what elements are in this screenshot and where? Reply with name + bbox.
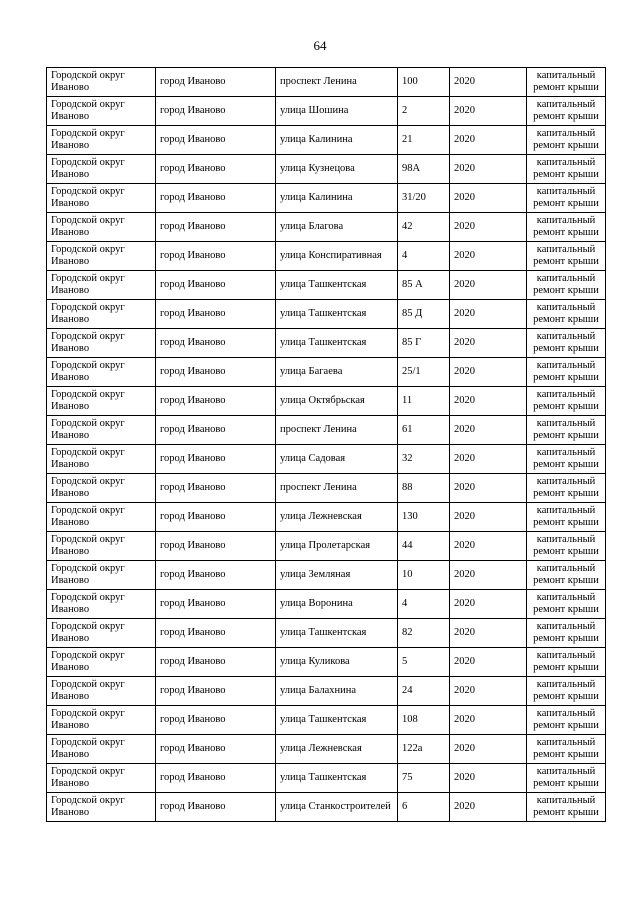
street-cell: улица Балахнина [276,677,398,706]
municipality-cell: Городской округ Иваново [47,213,156,242]
city-cell: город Иваново [156,619,276,648]
table-row [47,184,606,213]
table-row [47,213,606,242]
city-cell: город Иваново [156,242,276,271]
city-cell: город Иваново [156,184,276,213]
work-type-cell: капитальный ремонт крыши [527,242,606,271]
municipality-cell: Городской округ Иваново [47,97,156,126]
house-number-cell: 4 [398,590,450,619]
work-type-cell: капитальный ремонт крыши [527,735,606,764]
roof-repair-table [46,67,606,822]
table-row [47,242,606,271]
street-cell: улица Куликова [276,648,398,677]
municipality-cell: Городской округ Иваново [47,184,156,213]
year-cell: 2020 [450,735,527,764]
city-cell: город Иваново [156,445,276,474]
city-cell: город Иваново [156,126,276,155]
table-row [47,503,606,532]
house-number-cell: 44 [398,532,450,561]
work-type-cell: капитальный ремонт крыши [527,300,606,329]
street-cell: улица Октябрьская [276,387,398,416]
municipality-cell: Городской округ Иваново [47,561,156,590]
city-cell: город Иваново [156,300,276,329]
house-number-cell: 130 [398,503,450,532]
table-row [47,97,606,126]
table-row [47,126,606,155]
street-cell: улица Лежневская [276,503,398,532]
city-cell: город Иваново [156,793,276,822]
municipality-cell: Городской округ Иваново [47,242,156,271]
municipality-cell: Городской округ Иваново [47,474,156,503]
city-cell: город Иваново [156,155,276,184]
house-number-cell: 2 [398,97,450,126]
city-cell: город Иваново [156,271,276,300]
year-cell: 2020 [450,561,527,590]
street-cell: улица Ташкентская [276,300,398,329]
city-cell: город Иваново [156,329,276,358]
work-type-cell: капитальный ремонт крыши [527,329,606,358]
street-cell: улица Ташкентская [276,271,398,300]
table-row [47,677,606,706]
city-cell: город Иваново [156,735,276,764]
table-row [47,561,606,590]
street-cell: проспект Ленина [276,68,398,97]
house-number-cell: 61 [398,416,450,445]
house-number-cell: 21 [398,126,450,155]
year-cell: 2020 [450,793,527,822]
street-cell: улица Благова [276,213,398,242]
work-type-cell: капитальный ремонт крыши [527,590,606,619]
table-row [47,532,606,561]
work-type-cell: капитальный ремонт крыши [527,387,606,416]
street-cell: улица Калинина [276,126,398,155]
work-type-cell: капитальный ремонт крыши [527,416,606,445]
page-number: 64 [313,38,327,53]
street-cell: улица Шошина [276,97,398,126]
street-cell: улица Ташкентская [276,764,398,793]
house-number-cell: 100 [398,68,450,97]
house-number-cell: 10 [398,561,450,590]
year-cell: 2020 [450,532,527,561]
city-cell: город Иваново [156,97,276,126]
municipality-cell: Городской округ Иваново [47,416,156,445]
year-cell: 2020 [450,213,527,242]
table-row [47,445,606,474]
street-cell: улица Конспиративная [276,242,398,271]
year-cell: 2020 [450,677,527,706]
table-body [47,68,606,822]
table-row [47,619,606,648]
year-cell: 2020 [450,590,527,619]
street-cell: проспект Ленина [276,474,398,503]
table-row [47,271,606,300]
municipality-cell: Городской округ Иваново [47,387,156,416]
work-type-cell: капитальный ремонт крыши [527,648,606,677]
street-cell: улица Лежневская [276,735,398,764]
municipality-cell: Городской округ Иваново [47,155,156,184]
work-type-cell: капитальный ремонт крыши [527,764,606,793]
work-type-cell: капитальный ремонт крыши [527,677,606,706]
year-cell: 2020 [450,300,527,329]
table-row [47,68,606,97]
year-cell: 2020 [450,184,527,213]
municipality-cell: Городской округ Иваново [47,735,156,764]
municipality-cell: Городской округ Иваново [47,445,156,474]
work-type-cell: капитальный ремонт крыши [527,184,606,213]
year-cell: 2020 [450,503,527,532]
street-cell: улица Воронина [276,590,398,619]
municipality-cell: Городской округ Иваново [47,793,156,822]
street-cell: улица Ташкентская [276,619,398,648]
street-cell: улица Земляная [276,561,398,590]
year-cell: 2020 [450,97,527,126]
municipality-cell: Городской округ Иваново [47,300,156,329]
table-row [47,793,606,822]
work-type-cell: капитальный ремонт крыши [527,532,606,561]
municipality-cell: Городской округ Иваново [47,358,156,387]
house-number-cell: 42 [398,213,450,242]
street-cell: проспект Ленина [276,416,398,445]
year-cell: 2020 [450,648,527,677]
work-type-cell: капитальный ремонт крыши [527,126,606,155]
street-cell: улица Ташкентская [276,706,398,735]
municipality-cell: Городской округ Иваново [47,677,156,706]
city-cell: город Иваново [156,213,276,242]
street-cell: улица Багаева [276,358,398,387]
house-number-cell: 4 [398,242,450,271]
year-cell: 2020 [450,68,527,97]
table-row [47,329,606,358]
work-type-cell: капитальный ремонт крыши [527,706,606,735]
municipality-cell: Городской округ Иваново [47,764,156,793]
city-cell: город Иваново [156,590,276,619]
work-type-cell: капитальный ремонт крыши [527,155,606,184]
house-number-cell: 85 Д [398,300,450,329]
house-number-cell: 5 [398,648,450,677]
work-type-cell: капитальный ремонт крыши [527,474,606,503]
municipality-cell: Городской округ Иваново [47,329,156,358]
year-cell: 2020 [450,416,527,445]
municipality-cell: Городской округ Иваново [47,126,156,155]
city-cell: город Иваново [156,764,276,793]
house-number-cell: 32 [398,445,450,474]
table-row [47,358,606,387]
city-cell: город Иваново [156,68,276,97]
table-row [47,474,606,503]
street-cell: улица Садовая [276,445,398,474]
house-number-cell: 85 Г [398,329,450,358]
work-type-cell: капитальный ремонт крыши [527,213,606,242]
year-cell: 2020 [450,764,527,793]
year-cell: 2020 [450,445,527,474]
table-row [47,155,606,184]
year-cell: 2020 [450,329,527,358]
street-cell: улица Кузнецова [276,155,398,184]
work-type-cell: капитальный ремонт крыши [527,271,606,300]
house-number-cell: 122а [398,735,450,764]
house-number-cell: 75 [398,764,450,793]
house-number-cell: 108 [398,706,450,735]
municipality-cell: Городской округ Иваново [47,619,156,648]
house-number-cell: 31/20 [398,184,450,213]
house-number-cell: 98А [398,155,450,184]
table-row [47,706,606,735]
city-cell: город Иваново [156,358,276,387]
house-number-cell: 11 [398,387,450,416]
year-cell: 2020 [450,126,527,155]
work-type-cell: капитальный ремонт крыши [527,358,606,387]
street-cell: улица Калинина [276,184,398,213]
table-row [47,416,606,445]
house-number-cell: 24 [398,677,450,706]
year-cell: 2020 [450,271,527,300]
municipality-cell: Городской округ Иваново [47,532,156,561]
city-cell: город Иваново [156,561,276,590]
work-type-cell: капитальный ремонт крыши [527,97,606,126]
city-cell: город Иваново [156,677,276,706]
year-cell: 2020 [450,706,527,735]
table-row [47,764,606,793]
city-cell: город Иваново [156,503,276,532]
year-cell: 2020 [450,155,527,184]
work-type-cell: капитальный ремонт крыши [527,793,606,822]
house-number-cell: 25/1 [398,358,450,387]
municipality-cell: Городской округ Иваново [47,271,156,300]
table-row [47,590,606,619]
work-type-cell: капитальный ремонт крыши [527,68,606,97]
municipality-cell: Городской округ Иваново [47,648,156,677]
year-cell: 2020 [450,474,527,503]
street-cell: улица Пролетарская [276,532,398,561]
house-number-cell: 88 [398,474,450,503]
year-cell: 2020 [450,619,527,648]
table-row [47,300,606,329]
work-type-cell: капитальный ремонт крыши [527,619,606,648]
municipality-cell: Городской округ Иваново [47,706,156,735]
city-cell: город Иваново [156,387,276,416]
municipality-cell: Городской округ Иваново [47,68,156,97]
city-cell: город Иваново [156,532,276,561]
work-type-cell: капитальный ремонт крыши [527,445,606,474]
table-row [47,735,606,764]
house-number-cell: 85 А [398,271,450,300]
year-cell: 2020 [450,242,527,271]
house-number-cell: 82 [398,619,450,648]
table-row [47,648,606,677]
work-type-cell: капитальный ремонт крыши [527,503,606,532]
municipality-cell: Городской округ Иваново [47,590,156,619]
year-cell: 2020 [450,387,527,416]
street-cell: улица Станкостроителей [276,793,398,822]
year-cell: 2020 [450,358,527,387]
house-number-cell: 6 [398,793,450,822]
city-cell: город Иваново [156,474,276,503]
city-cell: город Иваново [156,416,276,445]
street-cell: улица Ташкентская [276,329,398,358]
city-cell: город Иваново [156,706,276,735]
municipality-cell: Городской округ Иваново [47,503,156,532]
city-cell: город Иваново [156,648,276,677]
table-row [47,387,606,416]
work-type-cell: капитальный ремонт крыши [527,561,606,590]
